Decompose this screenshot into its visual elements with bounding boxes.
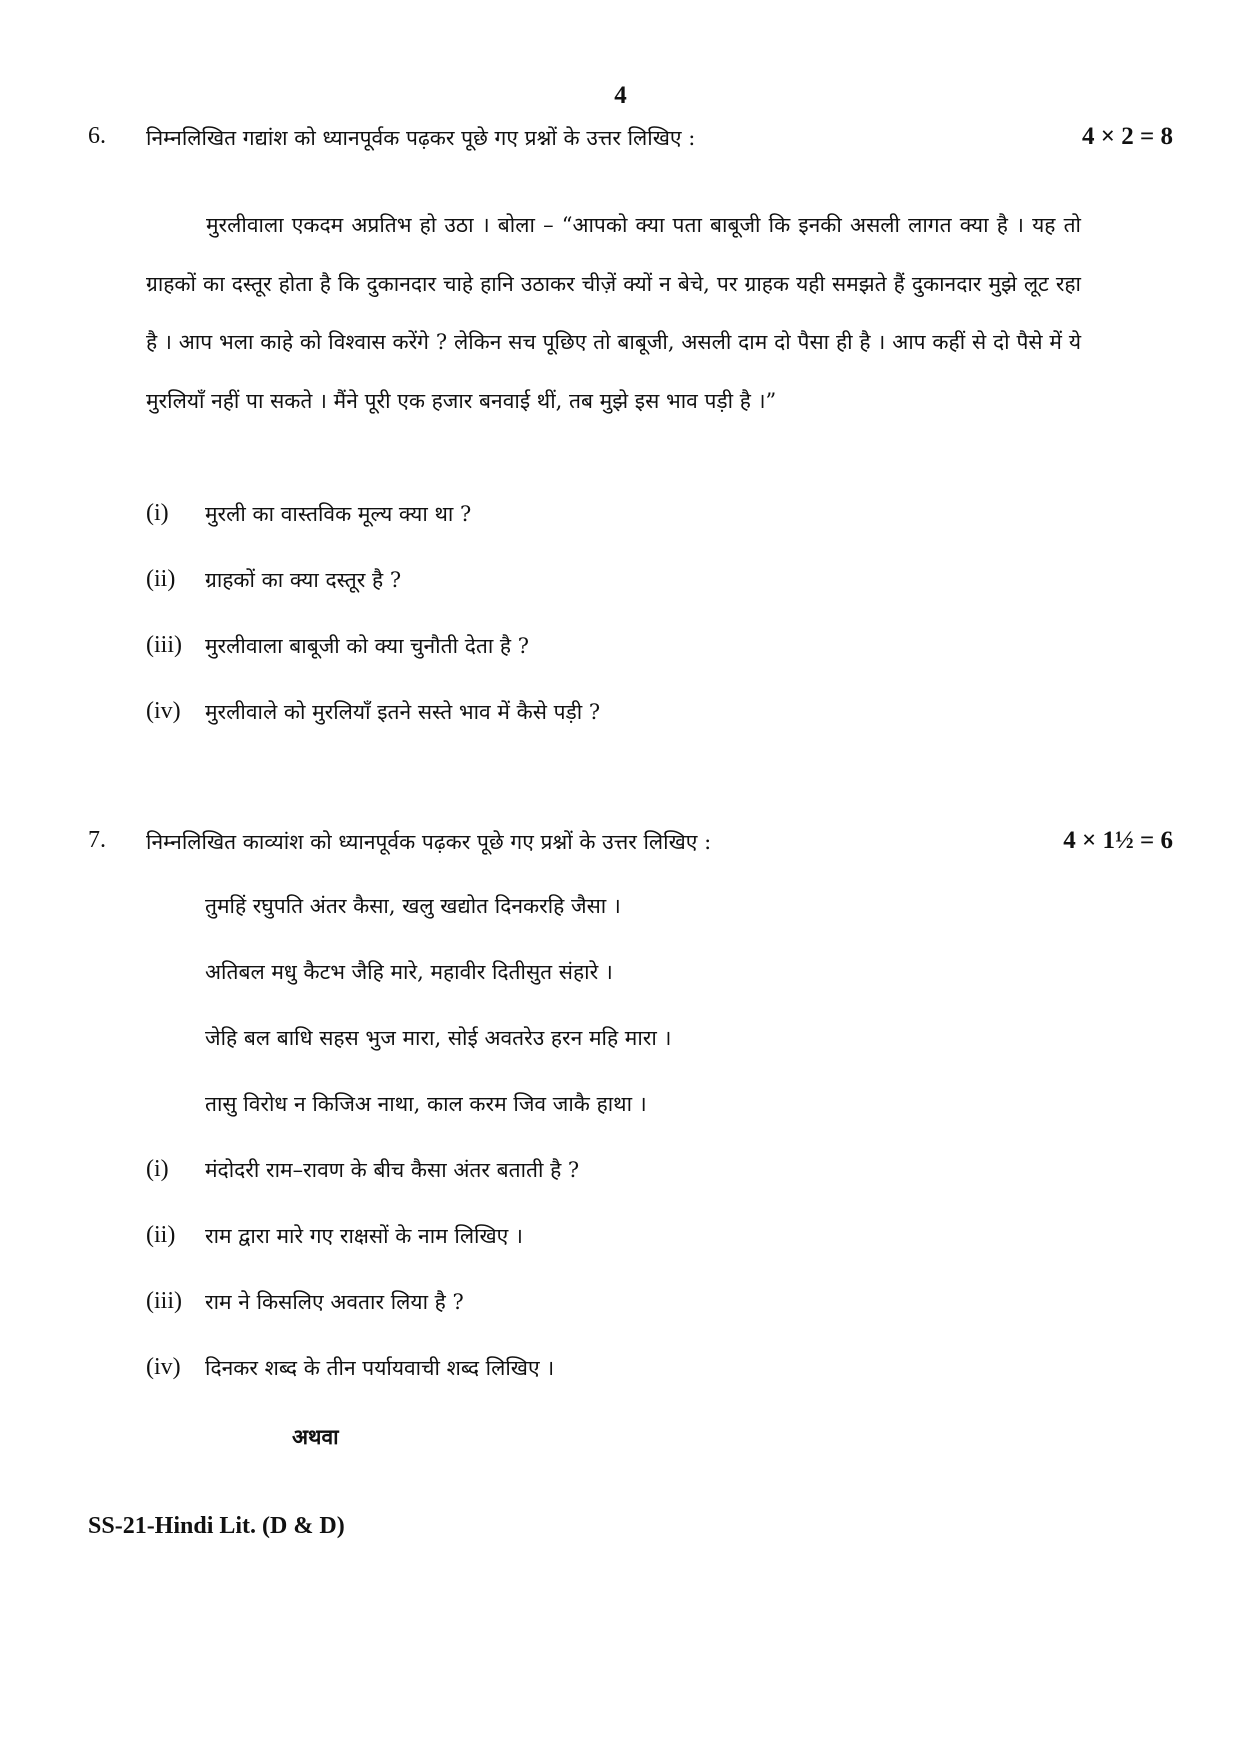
verse-line: जेहि बल बाधि सहस भुज मारा, सोई अवतरेउ हरन महि मारा । bbox=[205, 1026, 672, 1050]
sub-question-number: (iv) bbox=[146, 1354, 181, 1380]
sub-question-number: (i) bbox=[146, 1156, 169, 1182]
verse-line: तासु विरोध न किजिअ नाथा, काल करम जिव जाकै हाथा । bbox=[205, 1092, 647, 1116]
question-instruction: निम्नलिखित गद्यांश को ध्यानपूर्वक पढ़कर पूछे गए प्रश्नों के उत्तर लिखिए : bbox=[146, 126, 696, 150]
sub-question-number: (iii) bbox=[146, 632, 182, 658]
question-instruction: निम्नलिखित काव्यांश को ध्यानपूर्वक पढ़कर पूछे गए प्रश्नों के उत्तर लिखिए : bbox=[146, 830, 712, 854]
sub-question-number: (i) bbox=[146, 500, 169, 526]
verse-line: तुमहिं रघुपति अंतर कैसा, खलु खद्योत दिनकरहि जैसा । bbox=[205, 894, 621, 918]
question-number: 7. bbox=[88, 827, 106, 853]
sub-question-text: मुरलीवाले को मुरलियाँ इतने सस्ते भाव में कैसे पड़ी ? bbox=[205, 700, 601, 724]
sub-question-number: (ii) bbox=[146, 566, 176, 592]
question-number: 6. bbox=[88, 123, 106, 149]
sub-question-number: (iii) bbox=[146, 1288, 182, 1314]
sub-question-number: (iv) bbox=[146, 698, 181, 724]
paper-code: SS-21-Hindi Lit. (D & D) bbox=[88, 1513, 345, 1539]
question-marks: 4 × 2 = 8 bbox=[1082, 123, 1173, 150]
page-number: 4 bbox=[614, 82, 627, 109]
sub-question-text: मंदोदरी राम–रावण के बीच कैसा अंतर बताती है ? bbox=[205, 1158, 580, 1182]
sub-question-text: राम ने किसलिए अवतार लिया है ? bbox=[205, 1290, 464, 1314]
sub-question-text: दिनकर शब्द के तीन पर्यायवाची शब्द लिखिए । bbox=[205, 1356, 555, 1380]
sub-question-text: ग्राहकों का क्या दस्तूर है ? bbox=[205, 568, 402, 592]
verse-line: अतिबल मधु कैटभ जैहि मारे, महावीर दितीसुत संहारे । bbox=[205, 960, 613, 984]
or-label: अथवा bbox=[292, 1424, 339, 1449]
sub-question-text: राम द्वारा मारे गए राक्षसों के नाम लिखिए । bbox=[205, 1224, 523, 1248]
sub-question-text: मुरली का वास्तविक मूल्य क्या था ? bbox=[205, 502, 472, 526]
sub-question-text: मुरलीवाला बाबूजी को क्या चुनौती देता है ? bbox=[205, 634, 530, 658]
sub-question-number: (ii) bbox=[146, 1222, 176, 1248]
question-marks: 4 × 1½ = 6 bbox=[1063, 827, 1173, 854]
prose-passage: मुरलीवाला एकदम अप्रतिभ हो उठा । बोला – “आपको क्या पता बाबूजी कि इनकी असली लागत क्या है । यह तो ग्राहकों का दस्तूर होता है कि दुकानदार चाहे हानि उठाकर चीज़ें क्यों न बेचे, पर ग्राहक यही समझते हैं दुकानदार मुझे लूट रहा है । आप भला काहे को विश्वास करेंगे ? लेकिन सच पूछिए तो बाबूजी, असली दाम दो पैसा ही है । आप कहीं से दो पैसे में ये मुरलियाँ नहीं पा सकते । मैंने पूरी एक हजार बनवाई थीं, तब मुझे इस भाव पड़ी है ।” bbox=[146, 213, 1081, 413]
